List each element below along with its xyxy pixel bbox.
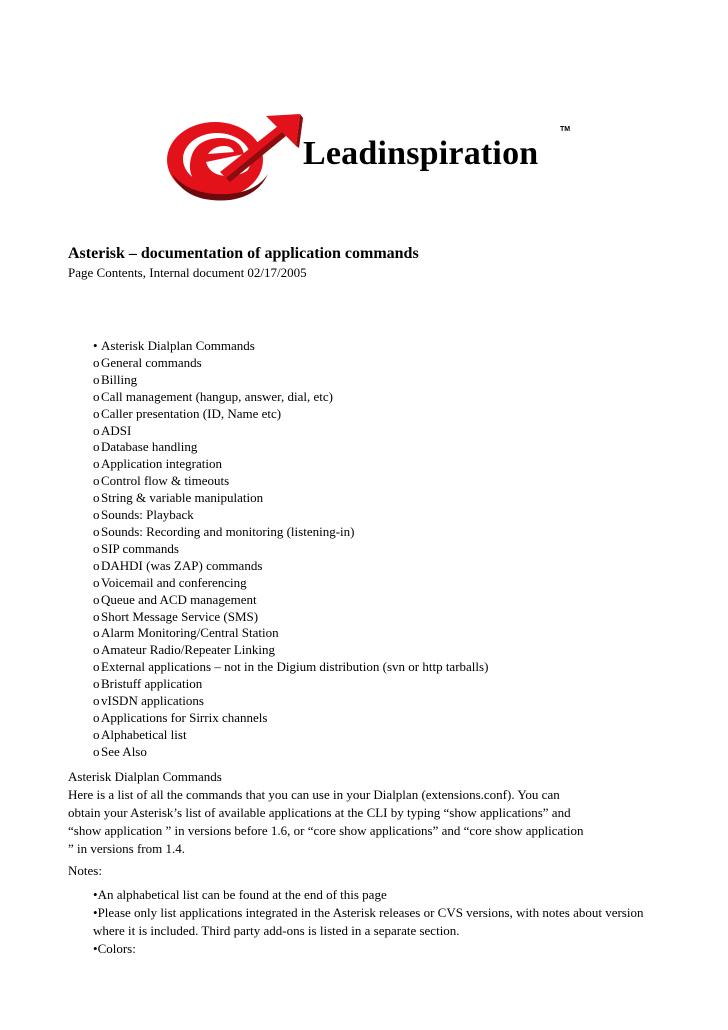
toc-item[interactable]: oADSI — [93, 422, 132, 438]
document-title: Asterisk – documentation of application commands — [68, 245, 419, 262]
toc-item[interactable]: oShort Message Service (SMS) — [93, 608, 259, 624]
toc-item[interactable]: • Asterisk Dialplan Commands — [93, 338, 255, 353]
toc-item[interactable]: oSounds: Recording and monitoring (listening-in) — [93, 523, 355, 539]
toc-item[interactable]: oGeneral commands — [93, 354, 202, 370]
page-header — [0, 0, 728, 215]
toc-item[interactable]: oSIP commands — [93, 540, 179, 556]
toc-item[interactable]: oAlphabetical list — [93, 726, 187, 742]
toc-item[interactable]: oQueue and ACD management — [93, 591, 257, 607]
toc-item[interactable]: oApplication integration — [93, 456, 222, 472]
notes-list — [68, 886, 658, 958]
list-item: •Please only list applications integrated in the Asterisk releases or CVS versions, with notes about version where it is included. Third party add-ons is listed in a separate section. — [93, 905, 644, 938]
toc-item[interactable]: oVoicemail and conferencing — [93, 574, 247, 590]
toc-item[interactable]: oString & variable manipulation — [93, 490, 264, 506]
list-item: •An alphabetical list can be found at the end of this page — [93, 887, 387, 902]
document-subtitle: Page Contents, Internal document 02/17/2005 — [68, 265, 307, 280]
toc-item[interactable]: oBristuff application — [93, 676, 203, 692]
paragraph-line: ” in versions from 1.4. — [68, 841, 185, 856]
toc-item[interactable]: oAlarm Monitoring/Central Station — [93, 625, 279, 641]
paragraph-line: Here is a list of all the commands that you can use in your Dialplan (extensions.conf). You can — [68, 787, 560, 802]
toc-item[interactable]: oDAHDI (was ZAP) commands — [93, 557, 263, 573]
toc-item[interactable]: ovISDN applications — [93, 693, 204, 709]
toc-item[interactable]: oCaller presentation (ID, Name etc) — [93, 405, 282, 421]
toc-item[interactable]: oSee Also — [93, 743, 147, 759]
document-heading — [68, 244, 668, 282]
leadinspiration-logo-icon — [160, 112, 310, 202]
paragraph-line: “show application ” in versions before 1.6, or “core show applications” and “core show application — [68, 823, 584, 838]
toc-item[interactable]: oAmateur Radio/Repeater Linking — [93, 642, 276, 658]
toc-item[interactable]: oApplications for Sirrix channels — [93, 709, 268, 725]
toc-item[interactable]: oSounds: Playback — [93, 507, 194, 523]
notes-label: Notes: — [68, 863, 102, 878]
toc-item[interactable]: oDatabase handling — [93, 439, 198, 455]
section-heading: Asterisk Dialplan Commands — [68, 769, 222, 784]
toc-item[interactable]: oControl flow & timeouts — [93, 473, 230, 489]
toc-item[interactable]: oBilling — [93, 371, 138, 387]
toc-item[interactable]: oExternal applications – not in the Digium distribution (svn or http tarballs) — [93, 659, 489, 675]
brand-name: Leadinspiration — [303, 135, 539, 172]
dialplan-commands-section — [68, 768, 658, 958]
list-item: •Colors: — [93, 941, 136, 956]
table-of-contents — [68, 338, 668, 761]
trademark-symbol: TM — [560, 126, 571, 133]
toc-item[interactable]: oCall management (hangup, answer, dial, etc) — [93, 388, 333, 404]
paragraph-line: obtain your Asterisk’s list of available applications at the CLI by typing “show applications” and — [68, 805, 571, 820]
